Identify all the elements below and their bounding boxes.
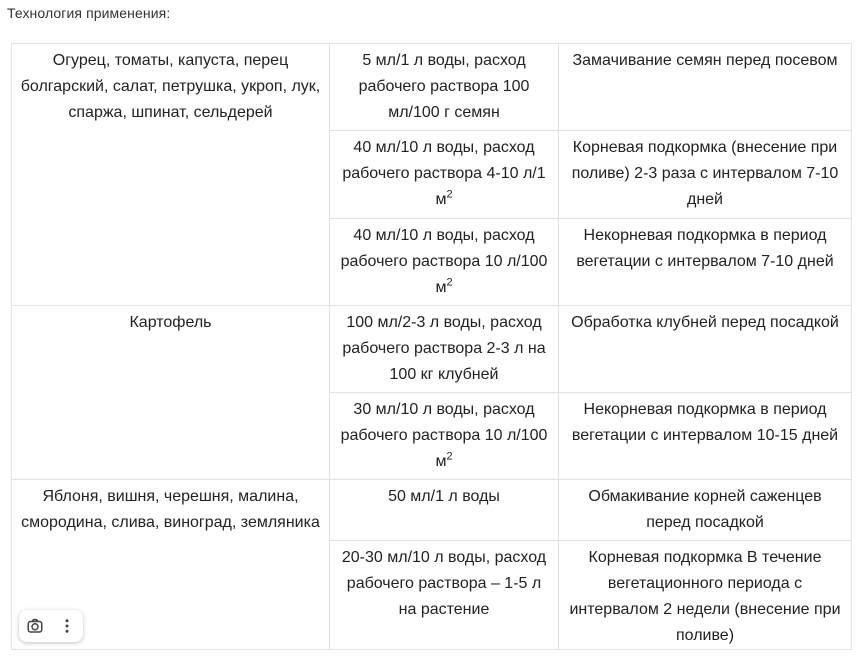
crop-cell: Огурец, томаты, капуста, перец болгарский, салат, петрушка, укроп, лук, спаржа, шпинат, сельдерей: [12, 44, 330, 306]
method-cell: Корневая подкормка В течение вегетационного периода с интервалом 2 недели (внесение при поливе): [559, 541, 852, 650]
crop-cell: Яблоня, вишня, черешня, малина, смородина, слива, виноград, земляника: [12, 480, 330, 650]
method-cell: Некорневая подкормка в период вегетации с интервалом 10-15 дней: [559, 393, 852, 480]
application-table: [11, 43, 852, 650]
method-cell: Обработка клубней перед посадкой: [559, 306, 852, 393]
dose-cell: 50 мл/1 л воды: [330, 480, 559, 541]
dose-superscript: 2: [446, 450, 453, 463]
section-heading: Технология применения:: [7, 5, 171, 21]
table-row: [12, 306, 852, 393]
table-row: [12, 44, 852, 131]
dose-text: 40 мл/10 л воды, расход рабочего раствора 10 л/100 м: [340, 227, 548, 296]
dose-text: 40 мл/10 л воды, расход рабочего раствора 4-10 л/1 м: [342, 139, 546, 208]
dose-cell: [330, 131, 559, 219]
crop-cell: Картофель: [12, 306, 330, 480]
lens-icon: [26, 617, 44, 635]
lens-button[interactable]: [22, 613, 48, 639]
dose-superscript: 2: [446, 188, 453, 201]
more-options-button[interactable]: [54, 613, 80, 639]
method-cell: Корневая подкормка (внесение при поливе) 2-3 раза с интервалом 7-10 дней: [559, 131, 852, 219]
method-cell: Некорневая подкормка в период вегетации с интервалом 7-10 дней: [559, 219, 852, 306]
dose-cell: 100 мл/2-3 л воды, расход рабочего раствора 2-3 л на 100 кг клубней: [330, 306, 559, 393]
table-row: [12, 480, 852, 541]
dose-cell: [330, 219, 559, 306]
method-cell: Замачивание семян перед посевом: [559, 44, 852, 131]
dose-cell: [330, 393, 559, 480]
dose-text: 30 мл/10 л воды, расход рабочего раствора 10 л/100 м: [340, 401, 548, 470]
dose-cell: 5 мл/1 л воды, расход рабочего раствора 100 мл/100 г семян: [330, 44, 559, 131]
dose-cell: 20-30 мл/10 л воды, расход рабочего раствора – 1-5 л на растение: [330, 541, 559, 650]
more-vertical-icon: [58, 617, 76, 635]
dose-superscript: 2: [446, 276, 453, 289]
floating-toolbar: [19, 610, 83, 642]
method-cell: Обмакивание корней саженцев перед посадкой: [559, 480, 852, 541]
